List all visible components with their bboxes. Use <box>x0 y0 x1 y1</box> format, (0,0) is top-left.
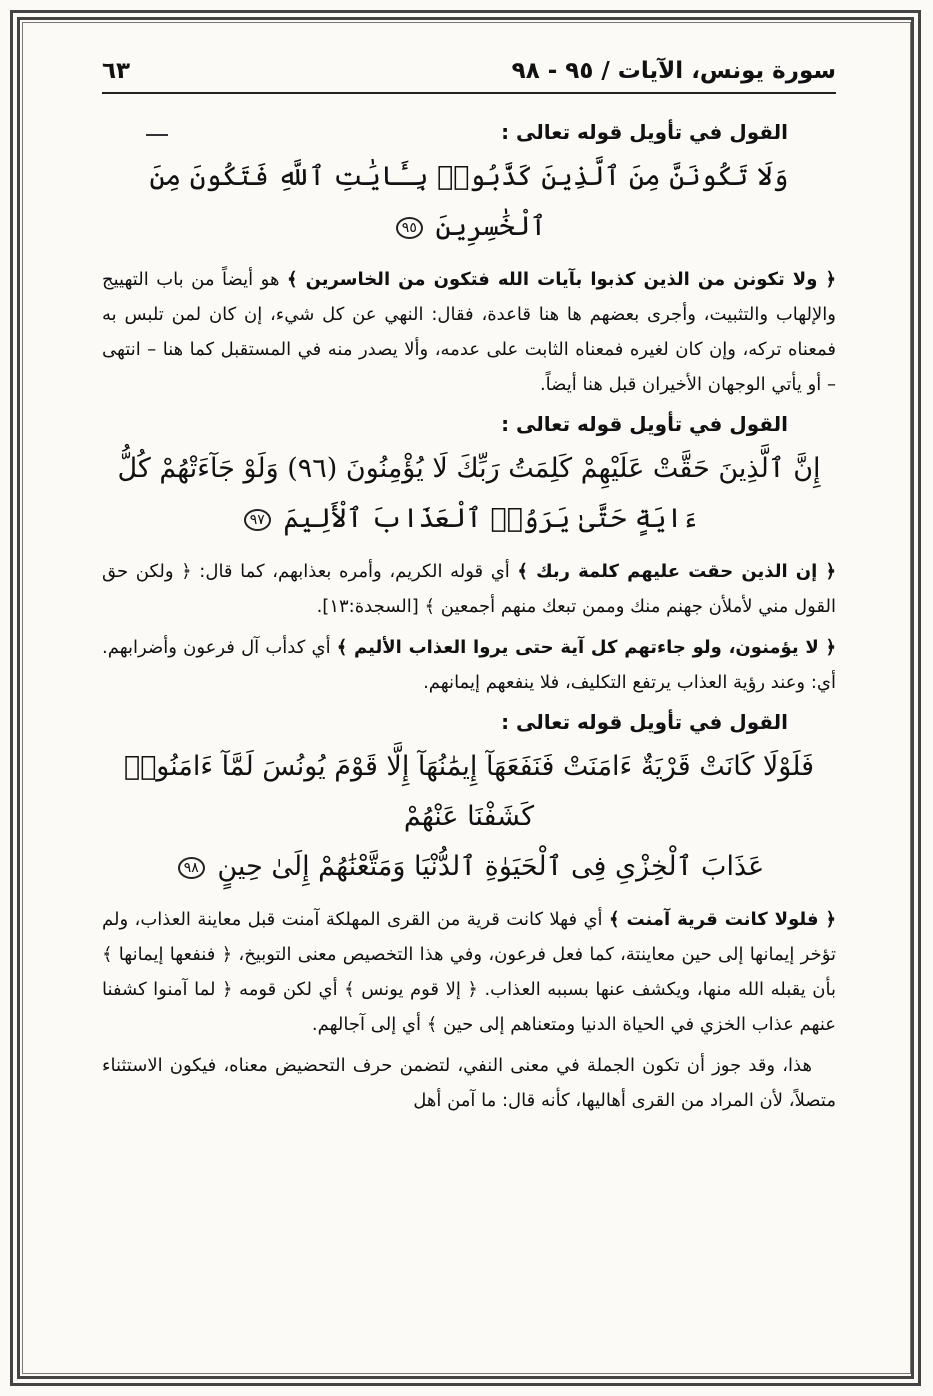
chapter-title: سورة يونس، الآيات / ٩٥ - ٩٨ <box>511 58 836 84</box>
quran-verse <box>102 152 836 252</box>
verse-text: وَلَا تَكُونَنَّ مِنَ ٱلَّذِينَ كَذَّبُوا۟ بِـَٔايَٰتِ ٱللَّهِ فَتَكُونَ مِنَ ٱلْخَٰسِرِينَ <box>149 161 789 242</box>
commentary-text: أي قوله الكريم، وأمره بعذابهم، كما قال: ﴿ ولكن حق القول مني لأملأن جهنم منك وممن تبعك منهم أجمعين ﴾ [السجدة:١٣]. <box>102 561 836 617</box>
commentary-text: أي كدأب آل فرعون وأضرابهم. أي: وعند رؤية العذاب يرتفع التكليف، فلا ينفعهم إيمانهم. <box>102 637 836 693</box>
book-page <box>102 58 836 1298</box>
quoted-verse: ﴿ فلولا كانت قرية آمنت ﴾ <box>608 909 836 930</box>
commentary-text: أي فهلا كانت قرية من القرى المهلكة آمنت قبل معاينة العذاب، ولم تؤخر إيمانها إلى حين معاينتة، كما فعل فرعون، وفي هذا التخصيص معنى التوبيخ، ﴿ فنفعها إيمانها ﴾ بأن يقبله الله منها، ويكشف عنها بسببه العذاب. ﴿ إلا قوم يونس ﴾ أي لكن قومه ﴿ لما آمنوا كشفنا عنهم عذاب الخزي في الحياة الدنيا ومتعناهم إلى حين ﴾ أي إلى آجالهم. <box>102 909 836 1035</box>
section-heading: القول في تأويل قوله تعالى : <box>501 412 788 436</box>
page-number: ٦٣ <box>102 58 131 84</box>
commentary-paragraph <box>102 902 836 1042</box>
quoted-verse: ﴿ لا يؤمنون، ولو جاءتهم كل آية حتى يروا العذاب الأليم ﴾ <box>336 637 837 658</box>
section-heading: القول في تأويل قوله تعالى : <box>501 710 788 734</box>
verse-number: ٩٥ <box>396 217 423 239</box>
verse-line: إِنَّ ٱلَّذِينَ حَقَّتْ عَلَيْهِمْ كَلِمَتُ رَبِّكَ لَا يُؤْمِنُونَ (٩٦) وَلَوْ جَآءَتْهُمْ كُلُّ <box>117 453 821 484</box>
quoted-verse: ﴿ إن الذين حقت عليهم كلمة ربك ﴾ <box>517 561 836 582</box>
verse-line: فَلَوْلَا كَانَتْ قَرْيَةٌ ءَامَنَتْ فَنَفَعَهَآ إِيمَٰنُهَآ إِلَّا قَوْمَ يُونُسَ لَمَّآ ءَامَنُوا۟ كَشَفْنَا عَنْهُمْ <box>123 751 815 832</box>
commentary-paragraph <box>102 1048 836 1118</box>
verse-line <box>102 842 836 892</box>
verse-number: ٩٧ <box>244 509 271 531</box>
commentary-text: هو أيضاً من باب التهييج والإلهاب والتثبيت، وأجرى بعضهم ها هنا قاعدة، فقال: النهي عن كل شيء، إن كان لمن تلبس به فمعناه تركه، وإن كان لغيره فمعناه الثابت على عدمه، وألا يصدر منه في المستقبل كما هنا – انتهى – أو يأتي الوجهان الأخيران قبل هنا أيضاً. <box>102 269 836 395</box>
running-header <box>102 58 836 94</box>
verse-line <box>102 494 836 544</box>
verse-text: عَذَابَ ٱلْخِزْىِ فِى ٱلْحَيَوٰةِ ٱلدُّنْيَا وَمَتَّعْنَٰهُمْ إِلَىٰ حِينٍ <box>217 851 765 882</box>
quoted-verse: ﴿ ولا تكونن من الذين كذبوا بآيات الله فتكون من الخاسرين ﴾ <box>286 269 836 290</box>
verse-line <box>102 152 836 252</box>
verse-text: ءَايَةٍ حَتَّىٰ يَرَوُا۟ ٱلْعَذَابَ ٱلْأَلِيمَ <box>283 503 699 534</box>
commentary-paragraph <box>102 262 836 402</box>
section-heading: القول في تأويل قوله تعالى : <box>501 120 788 144</box>
quran-verse <box>102 444 836 544</box>
quran-verse <box>102 742 836 892</box>
commentary-text: هذا، وقد جوز أن تكون الجملة في معنى النفي، لتضمن حرف التحضيض معناه، فيكون الاستثناء متصلاً، لأن المراد من القرى أهاليها، كأنه قال: ما آمن أهل <box>102 1055 836 1111</box>
commentary-paragraph <box>102 630 836 700</box>
commentary-paragraph <box>102 554 836 624</box>
verse-number: ٩٨ <box>178 857 205 879</box>
